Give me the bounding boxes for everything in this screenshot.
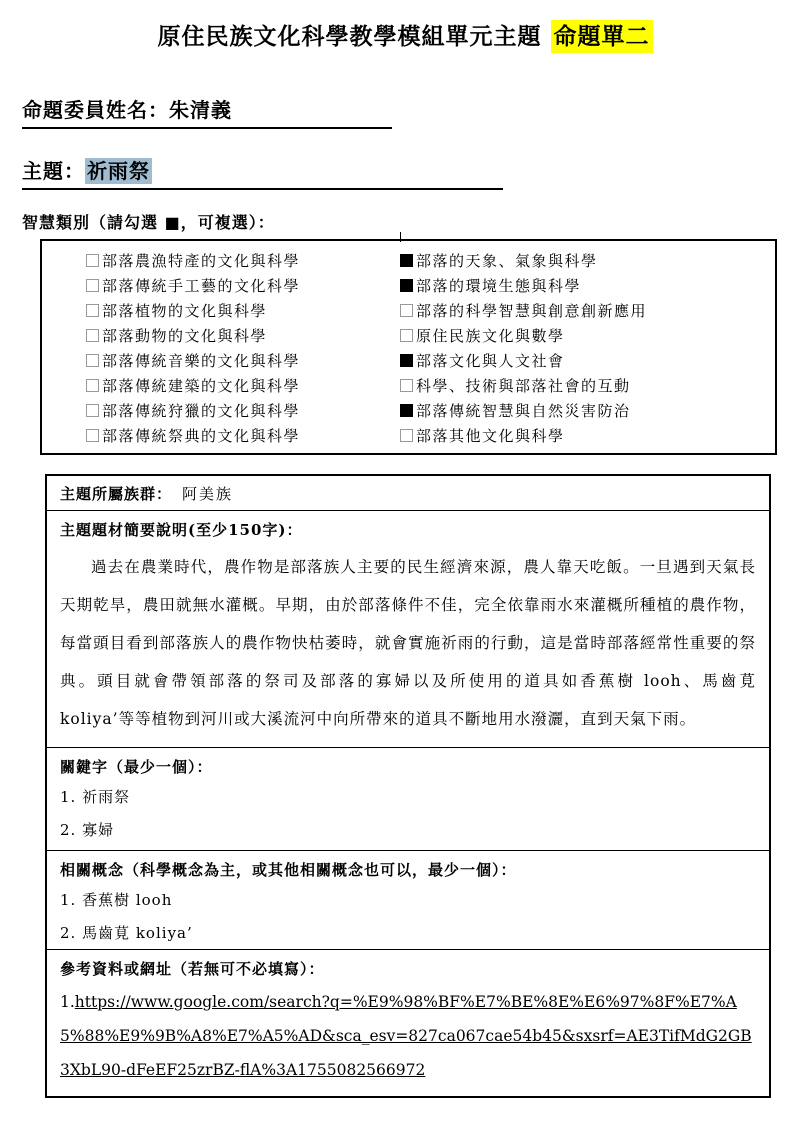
checkbox-checked-icon[interactable] — [400, 354, 413, 367]
page-title-highlight: 命題單二 — [551, 20, 653, 53]
topic-rule — [22, 155, 503, 190]
category-option[interactable] — [400, 348, 775, 373]
list-item: 2. 寡婦 — [60, 821, 115, 839]
category-option-label: 部落植物的文化與科學 — [102, 302, 268, 320]
category-option-label: 科學、技術與部落社會的互動 — [416, 377, 631, 395]
references-label: 參考資料或網址（若無可不必填寫）： — [60, 960, 325, 978]
category-option[interactable] — [86, 398, 400, 423]
category-option-label: 部落的科學智慧與創意創新應用 — [416, 302, 648, 320]
category-option[interactable] — [86, 273, 400, 298]
category-option[interactable] — [400, 323, 775, 348]
category-option[interactable] — [86, 248, 400, 273]
category-checkbox-table — [40, 239, 777, 455]
concepts-row — [47, 851, 769, 950]
category-column-right — [400, 248, 775, 453]
reference-url-link[interactable]: https://www.google.com/search?q=%E9%98%BF%E7%BE%8E%E6%97%8F%E7%A5%88%E9%9B%A8%E7%A5%AD&sca_esv=827ca067cae54b45&sxsrf=AE3TifMdG2GB3XbL90-dFeEF25zrBZ-flA%3A1755082566972 — [60, 993, 752, 1079]
checkbox-checked-icon[interactable] — [400, 404, 413, 417]
category-option[interactable] — [400, 373, 775, 398]
committee-name-label: 命題委員姓名： — [22, 98, 169, 122]
category-option[interactable] — [400, 248, 775, 273]
category-option-label: 部落傳統建築的文化與科學 — [102, 377, 301, 395]
category-option[interactable] — [86, 373, 400, 398]
checkbox-unchecked-icon[interactable] — [86, 304, 99, 317]
category-option-label: 部落傳統祭典的文化與科學 — [102, 427, 301, 445]
category-option-label: 部落的天象、氣象與科學 — [416, 252, 598, 270]
ethnic-group-label: 主題所屬族群： — [60, 484, 173, 503]
list-item: 2. 馬齒莧 koliya’ — [60, 924, 193, 942]
category-option[interactable] — [400, 423, 775, 448]
list-item: 1. 香蕉樹 looh — [60, 891, 173, 909]
category-option-label: 部落傳統狩獵的文化與科學 — [102, 402, 301, 420]
ethnic-group-row — [47, 476, 769, 511]
description-label: 主題題材簡要說明(至少150字)： — [60, 521, 303, 539]
category-option-label: 部落動物的文化與科學 — [102, 327, 268, 345]
topic-value: 祈雨祭 — [87, 159, 150, 183]
concepts-label: 相關概念（科學概念為主，或其他相關概念也可以，最少一個）： — [60, 861, 517, 879]
checkbox-unchecked-icon[interactable] — [400, 329, 413, 342]
checkbox-unchecked-icon[interactable] — [86, 329, 99, 342]
committee-name-field — [22, 94, 810, 129]
concepts-list — [60, 884, 756, 950]
category-option-label: 部落傳統手工藝的文化科學 — [102, 277, 301, 295]
checkbox-unchecked-icon[interactable] — [86, 404, 99, 417]
category-heading: 智慧類別（請勾選 ■，可複選）： — [22, 213, 275, 232]
checkbox-unchecked-icon[interactable] — [86, 254, 99, 267]
page-title — [0, 18, 810, 51]
category-option[interactable] — [400, 273, 775, 298]
checkbox-unchecked-icon[interactable] — [86, 429, 99, 442]
category-option[interactable] — [86, 298, 400, 323]
category-option[interactable] — [400, 298, 775, 323]
keywords-list — [60, 781, 756, 847]
page-title-text: 原住民族文化科學教學模組單元主題 — [157, 23, 542, 50]
keywords-label: 關鍵字（最少一個）： — [60, 758, 213, 776]
topic-label: 主題： — [22, 159, 85, 183]
category-option-label: 部落其他文化與科學 — [416, 427, 565, 445]
description-row — [47, 511, 769, 748]
category-option[interactable] — [86, 423, 400, 448]
category-option-label: 原住民族文化與數學 — [416, 327, 565, 345]
category-column-left — [42, 248, 400, 453]
topic-detail-table — [45, 474, 771, 1098]
category-option-label: 部落傳統音樂的文化與科學 — [102, 352, 301, 370]
checkbox-checked-icon[interactable] — [400, 279, 413, 292]
list-item: 1. 祈雨祭 — [60, 788, 131, 806]
category-option-label: 部落的環境生態與科學 — [416, 277, 582, 295]
topic-field — [22, 155, 810, 190]
keywords-row — [47, 748, 769, 851]
category-option-label: 部落文化與人文社會 — [416, 352, 565, 370]
category-option-label: 部落傳統智慧與自然災害防治 — [416, 402, 631, 420]
checkbox-unchecked-icon[interactable] — [400, 304, 413, 317]
category-option[interactable] — [86, 348, 400, 373]
checkbox-unchecked-icon[interactable] — [86, 279, 99, 292]
checkbox-unchecked-icon[interactable] — [86, 354, 99, 367]
category-option-label: 部落農漁特產的文化與科學 — [102, 252, 301, 270]
category-option[interactable] — [86, 323, 400, 348]
committee-name-rule — [22, 94, 392, 129]
description-text: 過去在農業時代，農作物是部落族人主要的民生經濟來源，農人靠天吃飯。一旦遇到天氣長天期乾旱，農田就無水灌概。早期，由於部落條件不佳，完全依靠雨水來灌概所種植的農作物，每當頭目看到部落族人的農作物快枯萎時，就會實施祈雨的行動，這是當時部落經常性重要的祭典。頭目就會帶領部落的祭司及部落的寡婦以及所使用的道具如香蕉樹 looh、馬齒莧 koliya’等等植物到河川或大溪流河中向所帶來的道具不斷地用水潑灑，直到天氣下雨。 — [60, 558, 756, 728]
ethnic-group-value: 阿美族 — [182, 484, 234, 503]
references-row — [47, 950, 769, 1096]
committee-name-value: 朱清義 — [169, 98, 232, 122]
checkbox-checked-icon[interactable] — [400, 254, 413, 267]
category-option[interactable] — [400, 398, 775, 423]
checkbox-unchecked-icon[interactable] — [400, 379, 413, 392]
checkbox-unchecked-icon[interactable] — [400, 429, 413, 442]
reference-item-number: 1. — [60, 993, 75, 1011]
reference-item — [60, 985, 756, 1087]
column-divider-tick — [400, 232, 401, 242]
checkbox-unchecked-icon[interactable] — [86, 379, 99, 392]
